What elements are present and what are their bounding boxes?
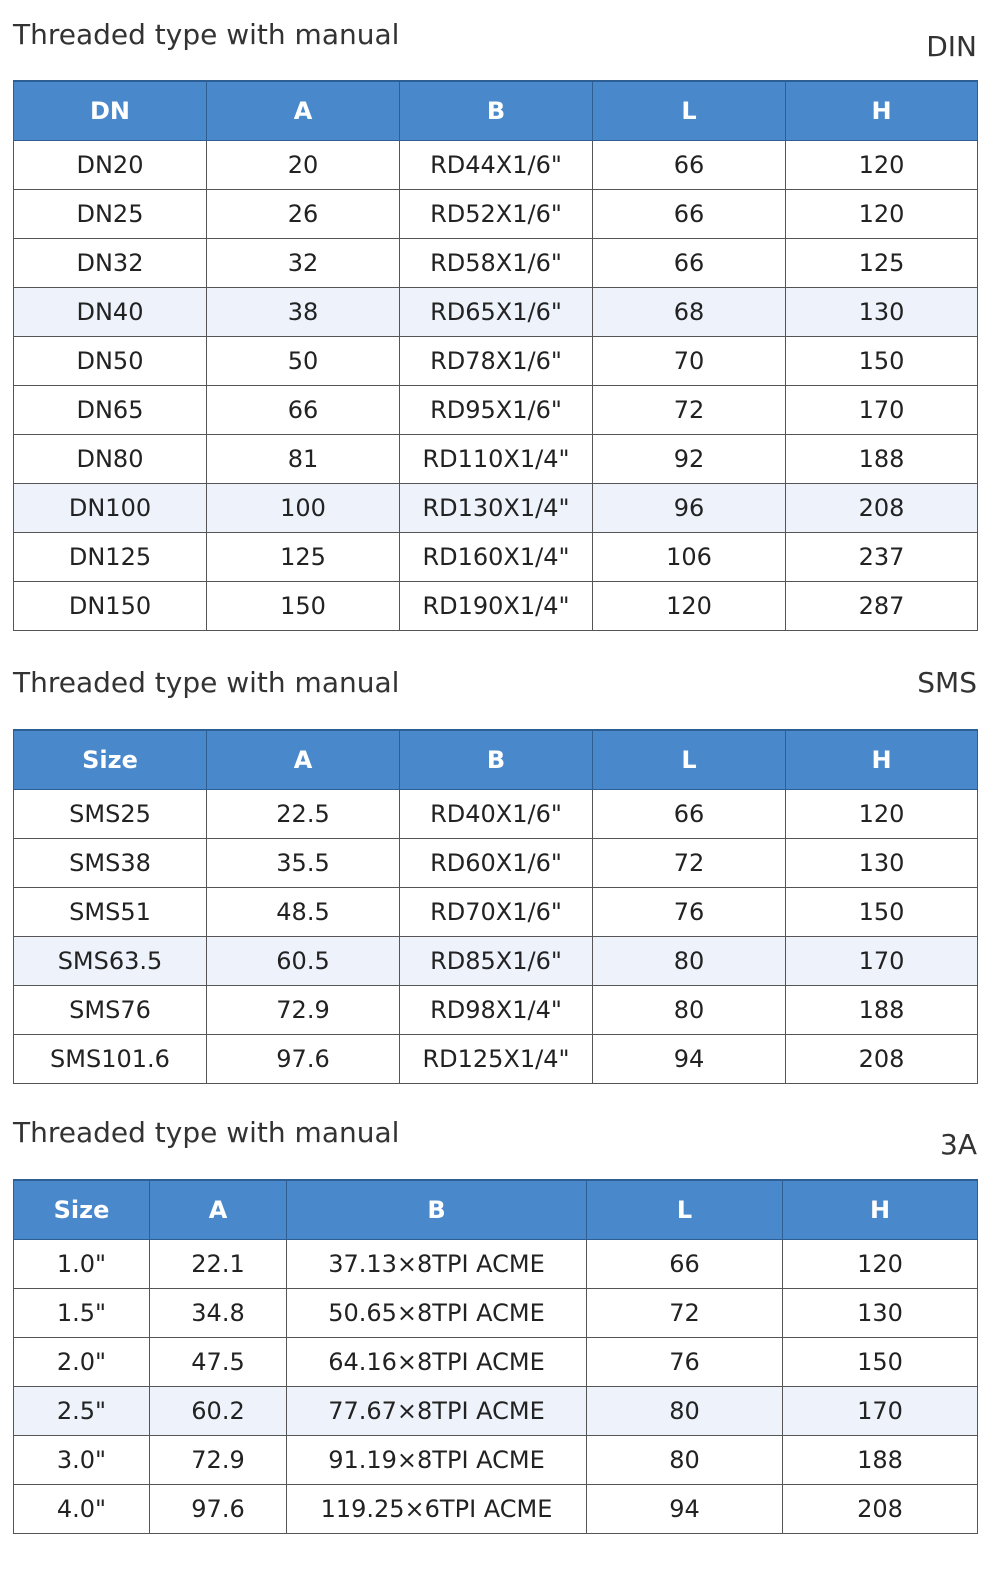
table-cell: RD85X1/6" (400, 937, 593, 986)
table-cell: RD60X1/6" (400, 839, 593, 888)
table-cell: 106 (593, 533, 786, 582)
table-cell: 97.6 (150, 1485, 287, 1534)
table-header-row (14, 730, 978, 790)
table-cell: 72.9 (150, 1436, 287, 1485)
table-cell: 97.6 (207, 1035, 400, 1084)
section-title: Threaded type with manual (13, 1116, 400, 1149)
table-row (14, 582, 978, 631)
sms-table (13, 729, 978, 1084)
table-cell: 208 (783, 1485, 978, 1534)
table-cell: 237 (786, 533, 978, 582)
table-row-highlighted (14, 288, 978, 337)
table-cell: 91.19×8TPI ACME (287, 1436, 587, 1485)
table-cell: RD52X1/6" (400, 190, 593, 239)
table-cell: DN80 (14, 435, 207, 484)
table-cell: 38 (207, 288, 400, 337)
table-row (14, 839, 978, 888)
table-cell: 60.2 (150, 1387, 287, 1436)
column-header: L (587, 1180, 783, 1240)
table-cell: 130 (786, 288, 978, 337)
table-cell: 125 (207, 533, 400, 582)
table-cell: 170 (786, 386, 978, 435)
table-row (14, 888, 978, 937)
table-row-highlighted (14, 484, 978, 533)
column-header: DN (14, 81, 207, 141)
table-cell: 92 (593, 435, 786, 484)
table-cell: 208 (786, 484, 978, 533)
table-cell: RD44X1/6" (400, 141, 593, 190)
table-row (14, 190, 978, 239)
table-header-row (14, 1180, 978, 1240)
table-cell: DN40 (14, 288, 207, 337)
table-cell: DN20 (14, 141, 207, 190)
column-header: B (287, 1180, 587, 1240)
table-cell: 26 (207, 190, 400, 239)
table-cell: DN65 (14, 386, 207, 435)
3a-table (13, 1179, 978, 1534)
table-cell: 34.8 (150, 1289, 287, 1338)
table-cell: RD65X1/6" (400, 288, 593, 337)
table-cell: 66 (593, 141, 786, 190)
table-cell: 76 (587, 1338, 783, 1387)
table-cell: 66 (593, 790, 786, 839)
column-header: A (207, 81, 400, 141)
table-cell: DN150 (14, 582, 207, 631)
table-cell: 150 (786, 337, 978, 386)
table-row-highlighted (14, 937, 978, 986)
table-cell: 80 (587, 1436, 783, 1485)
table-cell: 72 (593, 386, 786, 435)
column-header: H (783, 1180, 978, 1240)
table-cell: 150 (783, 1338, 978, 1387)
table-cell: RD70X1/6" (400, 888, 593, 937)
table-row (14, 435, 978, 484)
table-cell: DN50 (14, 337, 207, 386)
din-section (0, 0, 1000, 640)
table-row (14, 141, 978, 190)
column-header: L (593, 81, 786, 141)
table-cell: 37.13×8TPI ACME (287, 1240, 587, 1289)
table-cell: 80 (587, 1387, 783, 1436)
table-cell: 188 (783, 1436, 978, 1485)
table-row (14, 533, 978, 582)
section-title: Threaded type with manual (13, 666, 400, 699)
table-cell: RD110X1/4" (400, 435, 593, 484)
table-cell: RD160X1/4" (400, 533, 593, 582)
table-cell: RD78X1/6" (400, 337, 593, 386)
table-cell: RD95X1/6" (400, 386, 593, 435)
table-row (14, 790, 978, 839)
table-cell: 66 (207, 386, 400, 435)
table-cell: SMS38 (14, 839, 207, 888)
section-standard: DIN (926, 30, 977, 63)
table-row (14, 1035, 978, 1084)
table-row (14, 1485, 978, 1534)
table-cell: 2.0" (14, 1338, 150, 1387)
table-cell: 170 (786, 937, 978, 986)
table-cell: 68 (593, 288, 786, 337)
table-cell: 119.25×6TPI ACME (287, 1485, 587, 1534)
table-cell: 130 (783, 1289, 978, 1338)
table-row (14, 986, 978, 1035)
table-cell: 72.9 (207, 986, 400, 1035)
column-header: Size (14, 1180, 150, 1240)
table-row (14, 239, 978, 288)
table-cell: SMS25 (14, 790, 207, 839)
section-standard: SMS (917, 666, 977, 699)
table-cell: 170 (783, 1387, 978, 1436)
table-cell: 48.5 (207, 888, 400, 937)
table-cell: 64.16×8TPI ACME (287, 1338, 587, 1387)
column-header: A (150, 1180, 287, 1240)
table-cell: RD58X1/6" (400, 239, 593, 288)
table-cell: 72 (587, 1289, 783, 1338)
table-cell: 72 (593, 839, 786, 888)
table-cell: 81 (207, 435, 400, 484)
table-cell: 22.5 (207, 790, 400, 839)
table-cell: 120 (786, 190, 978, 239)
table-cell: 76 (593, 888, 786, 937)
section-standard: 3A (940, 1128, 977, 1161)
table-cell: 47.5 (150, 1338, 287, 1387)
din-table (13, 80, 978, 631)
table-cell: 94 (587, 1485, 783, 1534)
table-cell: 1.5" (14, 1289, 150, 1338)
table-cell: RD190X1/4" (400, 582, 593, 631)
table-cell: DN100 (14, 484, 207, 533)
table-cell: RD130X1/4" (400, 484, 593, 533)
table-row (14, 386, 978, 435)
table-cell: DN25 (14, 190, 207, 239)
table-row-highlighted (14, 1387, 978, 1436)
table-cell: 120 (786, 790, 978, 839)
table-cell: 3.0" (14, 1436, 150, 1485)
table-cell: 80 (593, 937, 786, 986)
table-cell: 1.0" (14, 1240, 150, 1289)
table-cell: 208 (786, 1035, 978, 1084)
table-cell: 4.0" (14, 1485, 150, 1534)
table-cell: 35.5 (207, 839, 400, 888)
table-cell: 125 (786, 239, 978, 288)
table-row (14, 337, 978, 386)
table-cell: 50 (207, 337, 400, 386)
table-cell: 60.5 (207, 937, 400, 986)
column-header: B (400, 730, 593, 790)
table-cell: SMS51 (14, 888, 207, 937)
section-title: Threaded type with manual (13, 18, 400, 51)
table-cell: 22.1 (150, 1240, 287, 1289)
table-cell: SMS63.5 (14, 937, 207, 986)
table-cell: 20 (207, 141, 400, 190)
table-cell: 66 (593, 190, 786, 239)
table-cell: 100 (207, 484, 400, 533)
table-cell: 70 (593, 337, 786, 386)
table-cell: 150 (786, 888, 978, 937)
table-row (14, 1338, 978, 1387)
column-header: A (207, 730, 400, 790)
table-cell: 287 (786, 582, 978, 631)
table-cell: 120 (593, 582, 786, 631)
table-cell: 96 (593, 484, 786, 533)
table-cell: DN32 (14, 239, 207, 288)
table-cell: 50.65×8TPI ACME (287, 1289, 587, 1338)
table-cell: 77.67×8TPI ACME (287, 1387, 587, 1436)
3a-section (0, 1090, 1000, 1573)
sms-section (0, 640, 1000, 1090)
table-row (14, 1436, 978, 1485)
table-cell: SMS101.6 (14, 1035, 207, 1084)
column-header: L (593, 730, 786, 790)
table-row (14, 1289, 978, 1338)
table-header-row (14, 81, 978, 141)
column-header: H (786, 730, 978, 790)
table-cell: 188 (786, 435, 978, 484)
table-cell: 80 (593, 986, 786, 1035)
table-cell: 130 (786, 839, 978, 888)
table-cell: RD125X1/4" (400, 1035, 593, 1084)
table-cell: RD98X1/4" (400, 986, 593, 1035)
table-cell: 32 (207, 239, 400, 288)
table-cell: 66 (587, 1240, 783, 1289)
table-cell: 66 (593, 239, 786, 288)
table-cell: DN125 (14, 533, 207, 582)
table-cell: 2.5" (14, 1387, 150, 1436)
table-cell: 188 (786, 986, 978, 1035)
table-row (14, 1240, 978, 1289)
column-header: B (400, 81, 593, 141)
table-cell: SMS76 (14, 986, 207, 1035)
column-header: H (786, 81, 978, 141)
table-cell: 150 (207, 582, 400, 631)
table-cell: 120 (783, 1240, 978, 1289)
table-cell: RD40X1/6" (400, 790, 593, 839)
column-header: Size (14, 730, 207, 790)
table-cell: 94 (593, 1035, 786, 1084)
table-cell: 120 (786, 141, 978, 190)
